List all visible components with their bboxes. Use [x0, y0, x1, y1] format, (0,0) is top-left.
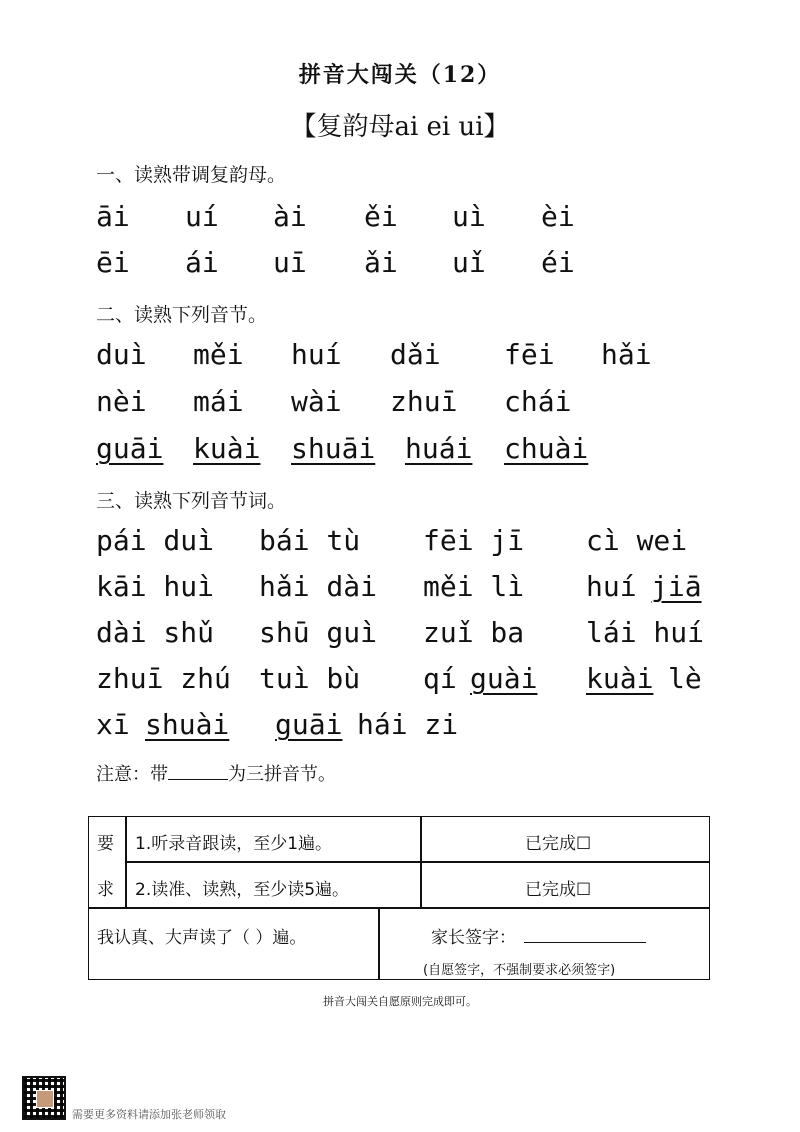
triple-syllable: jiā [651, 570, 702, 603]
syllable: huí [291, 338, 342, 371]
syllable: uì [452, 200, 486, 233]
section3-heading: 三、读熟下列音节词。 [96, 490, 287, 512]
syllable: měi [193, 338, 244, 371]
word: tuì bù [259, 662, 361, 695]
syllable: uī [273, 246, 307, 279]
syllable: chái [504, 385, 572, 418]
req-label-bottom: 求 [97, 880, 114, 900]
syllable: uǐ [452, 246, 486, 279]
word: lè [668, 662, 702, 695]
word: xī [96, 708, 130, 741]
req-status-2[interactable]: 已完成☐ [525, 880, 592, 900]
syllable: zhuī [390, 385, 458, 418]
avatar [36, 1090, 54, 1108]
word: huí [586, 570, 637, 603]
triple-syllable: kuài [193, 432, 261, 465]
triple-syllable: kuài [586, 662, 654, 695]
note-suffix: 为三拼音节。 [228, 764, 336, 785]
triple-syllable: guāi [96, 432, 164, 465]
triple-syllable: shuài [145, 708, 230, 741]
word: kāi huì [96, 570, 215, 603]
word: bái tù [259, 524, 361, 557]
parent-sign[interactable] [431, 923, 646, 948]
triple-syllable: guài [470, 662, 538, 695]
triple-syllable: huái [405, 432, 473, 465]
word: měi lì [423, 570, 525, 603]
syllable: ǎi [364, 246, 398, 279]
note [96, 760, 336, 786]
word: qí [423, 662, 457, 695]
syllable: ài [273, 200, 307, 233]
triple-syllable: chuài [504, 432, 589, 465]
syllable: duì [96, 338, 147, 371]
syllable: āi [96, 200, 130, 233]
syllable: dǎi [390, 338, 441, 371]
word: hái zi [357, 708, 459, 741]
syllable: uí [185, 200, 219, 233]
syllable: nèi [96, 385, 147, 418]
syllable: wài [291, 385, 342, 418]
word: zuǐ ba [423, 616, 525, 649]
footer-note: 拼音大闯关自愿原则完成即可。 [323, 995, 477, 1008]
syllable: mái [193, 385, 244, 418]
syllable: èi [541, 200, 575, 233]
requirements-table [88, 816, 710, 980]
word: pái duì [96, 524, 215, 557]
req-label-top: 要 [97, 834, 114, 854]
req-item-1: 1.听录音跟读，至少1遍。 [135, 834, 333, 854]
read-count[interactable]: 我认真、大声读了（ ）遍。 [97, 928, 307, 948]
page-title: 拼音大闯关（12） [298, 62, 502, 88]
syllable: ái [185, 246, 219, 279]
syllable: ēi [96, 246, 130, 279]
blank-line [168, 761, 228, 780]
syllable: fēi [504, 338, 555, 371]
bottom-note: 需要更多资料请添加张老师领取 [72, 1108, 226, 1121]
triple-syllable: guāi [275, 708, 343, 741]
syllable: ěi [364, 200, 398, 233]
page-subtitle: 【复韵母ai ei ui】 [290, 112, 510, 142]
word: zhuī zhú [96, 662, 231, 695]
triple-syllable: shuāi [291, 432, 376, 465]
section2-heading: 二、读熟下列音节。 [96, 304, 268, 326]
section1-heading: 一、读熟带调复韵母。 [96, 164, 287, 186]
parent-sign-label: 家长签字： [431, 928, 516, 948]
signature-line[interactable] [524, 924, 646, 943]
word: fēi jī [423, 524, 525, 557]
word: shū guì [259, 616, 378, 649]
req-item-2: 2.读准、读熟，至少读5遍。 [135, 880, 350, 900]
word: hǎi dài [259, 570, 378, 603]
syllable: éi [541, 246, 575, 279]
word: dài shǔ [96, 616, 215, 649]
word: cì wei [586, 524, 688, 557]
sign-note: (自愿签字，不强制要求必须签字) [423, 963, 616, 978]
note-prefix: 注意：带 [96, 764, 168, 785]
word: lái huí [586, 616, 705, 649]
req-status-1[interactable]: 已完成☐ [525, 834, 592, 854]
syllable: hǎi [601, 338, 652, 371]
